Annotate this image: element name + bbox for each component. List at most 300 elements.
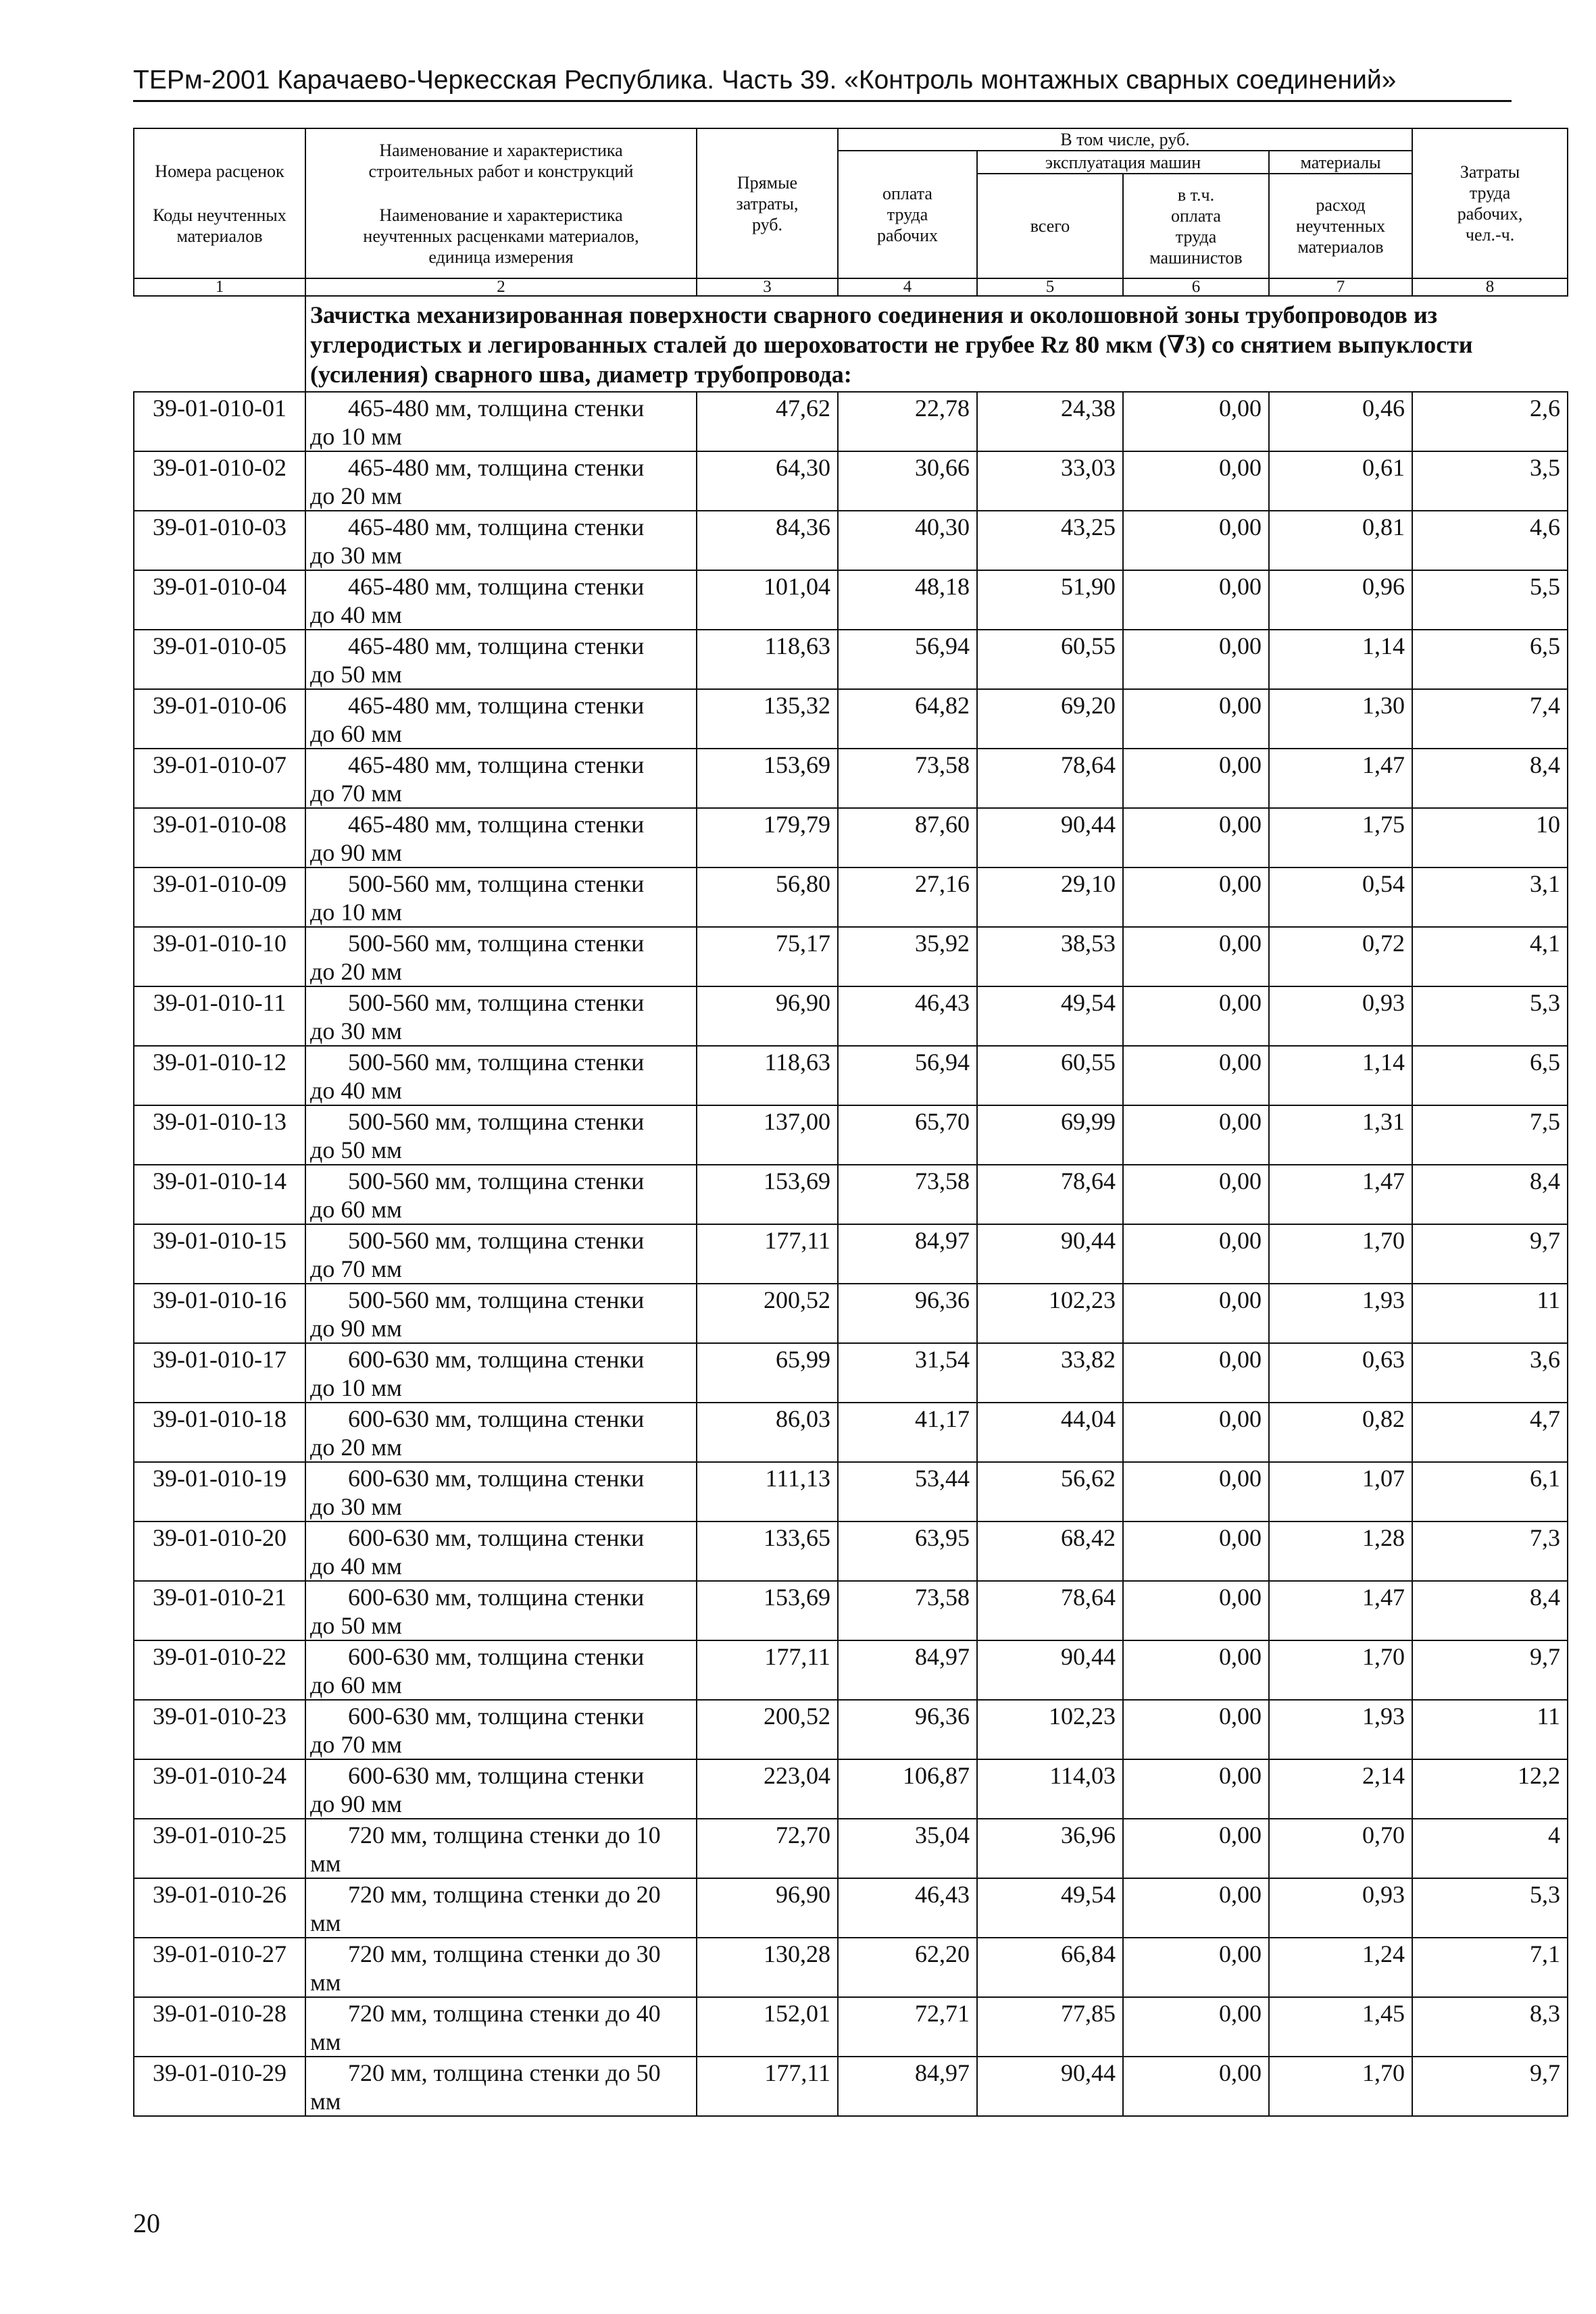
work-description-line-1: 600-630 мм, толщина стенки: [348, 1703, 645, 1730]
machinist-wage-value: 0,00: [1123, 570, 1269, 630]
labor-hours-value: 4,1: [1412, 927, 1568, 986]
work-description-line-1: 500-560 мм, толщина стенки: [348, 870, 645, 897]
direct-costs-value: 200,52: [697, 1284, 838, 1343]
work-description-line-2: до 10 мм: [310, 423, 402, 450]
machines-total-value: 29,10: [977, 867, 1123, 927]
header-labor: [1412, 128, 1568, 278]
section-title-row: [134, 296, 1568, 392]
work-description-line-2: до 90 мм: [310, 1315, 402, 1342]
rate-code: 39-01-010-06: [134, 689, 305, 749]
materials-value: 1,47: [1269, 1581, 1412, 1640]
worker-wage-value: 73,58: [838, 1581, 977, 1640]
materials-value: 0,72: [1269, 927, 1412, 986]
rate-code: 39-01-010-02: [134, 451, 305, 511]
machinist-wage-value: 0,00: [1123, 749, 1269, 808]
section-title-spacer: [134, 296, 305, 392]
table-row: [134, 1938, 1568, 1997]
header-wage-1: оплата: [882, 184, 932, 203]
work-description-line-1: 720 мм, толщина стенки до 40: [348, 2000, 661, 2027]
work-description-line-1: 465-480 мм, толщина стенки: [348, 811, 645, 838]
worker-wage-value: 73,58: [838, 1165, 977, 1224]
header-labor-4: чел.-ч.: [1465, 225, 1515, 245]
column-number: 7: [1269, 278, 1412, 296]
materials-value: 1,75: [1269, 808, 1412, 867]
work-description-line-2: до 40 мм: [310, 1553, 402, 1580]
work-description-line-2: до 10 мм: [310, 899, 402, 926]
work-description-line-2: до 60 мм: [310, 1671, 402, 1699]
work-description: [305, 511, 697, 570]
column-number: 3: [697, 278, 838, 296]
rate-code: 39-01-010-08: [134, 808, 305, 867]
machines-total-value: 38,53: [977, 927, 1123, 986]
materials-value: 1,70: [1269, 2057, 1412, 2116]
rate-code: 39-01-010-18: [134, 1403, 305, 1462]
materials-value: 1,07: [1269, 1462, 1412, 1521]
materials-value: 1,24: [1269, 1938, 1412, 1997]
machines-total-value: 69,20: [977, 689, 1123, 749]
machines-total-value: 44,04: [977, 1403, 1123, 1462]
table-row: [134, 451, 1568, 511]
work-description: [305, 1700, 697, 1759]
materials-value: 1,14: [1269, 630, 1412, 689]
column-number: 8: [1412, 278, 1568, 296]
work-description-line-1: 500-560 мм, толщина стенки: [348, 930, 645, 957]
materials-value: 1,93: [1269, 1284, 1412, 1343]
direct-costs-value: 137,00: [697, 1105, 838, 1165]
direct-costs-value: 56,80: [697, 867, 838, 927]
work-description: [305, 1105, 697, 1165]
worker-wage-value: 53,44: [838, 1462, 977, 1521]
machines-total-value: 60,55: [977, 630, 1123, 689]
work-description-line-2: мм: [310, 1909, 341, 1936]
worker-wage-value: 35,92: [838, 927, 977, 986]
machinist-wage-value: 0,00: [1123, 1224, 1269, 1284]
labor-hours-value: 12,2: [1412, 1759, 1568, 1819]
direct-costs-value: 177,11: [697, 1640, 838, 1700]
rate-code: 39-01-010-13: [134, 1105, 305, 1165]
price-table: [133, 128, 1568, 2117]
table-row: [134, 1878, 1568, 1938]
machinist-wage-value: 0,00: [1123, 1997, 1269, 2057]
machinist-wage-value: 0,00: [1123, 1403, 1269, 1462]
table-row: [134, 630, 1568, 689]
rate-code: 39-01-010-16: [134, 1284, 305, 1343]
header-materials: материалы: [1269, 151, 1412, 174]
rate-code: 39-01-010-21: [134, 1581, 305, 1640]
work-description: [305, 1165, 697, 1224]
work-description-line-1: 465-480 мм, толщина стенки: [348, 751, 645, 778]
worker-wage-value: 56,94: [838, 1046, 977, 1105]
rate-code: 39-01-010-11: [134, 986, 305, 1046]
work-description: [305, 1224, 697, 1284]
worker-wage-value: 48,18: [838, 570, 977, 630]
direct-costs-value: 47,62: [697, 392, 838, 451]
worker-wage-value: 31,54: [838, 1343, 977, 1403]
header-name-top-1: Наименование и характеристика: [379, 140, 623, 160]
machines-total-value: 60,55: [977, 1046, 1123, 1105]
labor-hours-value: 7,1: [1412, 1938, 1568, 1997]
work-description: [305, 1284, 697, 1343]
labor-hours-value: 6,5: [1412, 1046, 1568, 1105]
materials-value: 1,31: [1269, 1105, 1412, 1165]
header-machines-wage-4: машинистов: [1149, 247, 1243, 268]
table-row: [134, 1343, 1568, 1403]
materials-value: 1,93: [1269, 1700, 1412, 1759]
table-row: [134, 986, 1568, 1046]
header-direct-1: Прямые: [737, 172, 798, 193]
machinist-wage-value: 0,00: [1123, 1462, 1269, 1521]
work-description: [305, 1046, 697, 1105]
labor-hours-value: 7,5: [1412, 1105, 1568, 1165]
machinist-wage-value: 0,00: [1123, 1165, 1269, 1224]
worker-wage-value: 87,60: [838, 808, 977, 867]
labor-hours-value: 9,7: [1412, 2057, 1568, 2116]
machines-total-value: 90,44: [977, 1224, 1123, 1284]
work-description: [305, 630, 697, 689]
work-description-line-2: до 30 мм: [310, 1017, 402, 1045]
work-description-line-2: мм: [310, 1969, 341, 1996]
work-description-line-1: 500-560 мм, толщина стенки: [348, 1227, 645, 1254]
header-name-bottom-2: неучтенных расценками материалов,: [363, 226, 639, 246]
work-description-line-1: 465-480 мм, толщина стенки: [348, 632, 645, 659]
materials-value: 0,96: [1269, 570, 1412, 630]
work-description-line-1: 600-630 мм, толщина стенки: [348, 1643, 645, 1670]
rate-code: 39-01-010-27: [134, 1938, 305, 1997]
direct-costs-value: 200,52: [697, 1700, 838, 1759]
direct-costs-value: 64,30: [697, 451, 838, 511]
worker-wage-value: 27,16: [838, 867, 977, 927]
work-description-line-2: до 30 мм: [310, 542, 402, 569]
work-description-line-2: до 30 мм: [310, 1493, 402, 1520]
direct-costs-value: 177,11: [697, 1224, 838, 1284]
materials-value: 1,70: [1269, 1224, 1412, 1284]
work-description-line-2: до 40 мм: [310, 601, 402, 628]
direct-costs-value: 72,70: [697, 1819, 838, 1878]
table-row: [134, 927, 1568, 986]
rate-code: 39-01-010-03: [134, 511, 305, 570]
labor-hours-value: 5,3: [1412, 986, 1568, 1046]
machines-total-value: 56,62: [977, 1462, 1123, 1521]
labor-hours-value: 8,3: [1412, 1997, 1568, 2057]
machines-total-value: 78,64: [977, 749, 1123, 808]
work-description-line-2: до 70 мм: [310, 780, 402, 807]
work-description-line-1: 600-630 мм, толщина стенки: [348, 1465, 645, 1492]
work-description-line-2: до 90 мм: [310, 1790, 402, 1817]
work-description: [305, 2057, 697, 2116]
table-row: [134, 1403, 1568, 1462]
rate-code: 39-01-010-10: [134, 927, 305, 986]
machinist-wage-value: 0,00: [1123, 1343, 1269, 1403]
work-description: [305, 689, 697, 749]
running-header: ТЕРм-2001 Карачаево-Черкесская Республика. Часть 39. «Контроль монтажных сварных соединений»: [133, 66, 1397, 95]
work-description-line-1: 600-630 мм, толщина стенки: [348, 1405, 645, 1432]
direct-costs-value: 177,11: [697, 2057, 838, 2116]
header-labor-2: труда: [1469, 183, 1511, 203]
labor-hours-value: 5,3: [1412, 1878, 1568, 1938]
rate-code: 39-01-010-29: [134, 2057, 305, 2116]
work-description: [305, 1878, 697, 1938]
work-description: [305, 1403, 697, 1462]
direct-costs-value: 153,69: [697, 749, 838, 808]
machinist-wage-value: 0,00: [1123, 630, 1269, 689]
worker-wage-value: 62,20: [838, 1938, 977, 1997]
table-row: [134, 570, 1568, 630]
materials-value: 0,93: [1269, 986, 1412, 1046]
header-machines-wage: [1123, 174, 1269, 278]
header-machines-wage-3: труда: [1175, 226, 1217, 247]
direct-costs-value: 86,03: [697, 1403, 838, 1462]
labor-hours-value: 8,4: [1412, 749, 1568, 808]
labor-hours-value: 8,4: [1412, 1581, 1568, 1640]
machinist-wage-value: 0,00: [1123, 1759, 1269, 1819]
labor-hours-value: 3,5: [1412, 451, 1568, 511]
labor-hours-value: 4,7: [1412, 1403, 1568, 1462]
table-row: [134, 2057, 1568, 2116]
work-description-line-1: 600-630 мм, толщина стенки: [348, 1762, 645, 1789]
worker-wage-value: 40,30: [838, 511, 977, 570]
header-code-bottom: Коды неучтенных материалов: [153, 205, 286, 246]
table-row: [134, 1759, 1568, 1819]
work-description-line-1: 600-630 мм, толщина стенки: [348, 1524, 645, 1551]
materials-value: 1,28: [1269, 1521, 1412, 1581]
rate-code: 39-01-010-28: [134, 1997, 305, 2057]
machinist-wage-value: 0,00: [1123, 867, 1269, 927]
labor-hours-value: 8,4: [1412, 1165, 1568, 1224]
header-rule: [133, 100, 1512, 102]
section-title: Зачистка механизированная поверхности сварного соединения и околошовной зоны трубопроводов из углеродистых и легированных сталей до шероховатости не грубее Rz 80 мкм (∇3) со снятием выпуклости (усиления) сварного шва, диаметр трубопровода:: [305, 296, 1568, 392]
machinist-wage-value: 0,00: [1123, 986, 1269, 1046]
header-code: [134, 128, 305, 278]
work-description-line-1: 720 мм, толщина стенки до 30: [348, 1940, 661, 1967]
direct-costs-value: 130,28: [697, 1938, 838, 1997]
work-description-line-2: до 10 мм: [310, 1374, 402, 1401]
worker-wage-value: 106,87: [838, 1759, 977, 1819]
direct-costs-value: 101,04: [697, 570, 838, 630]
worker-wage-value: 41,17: [838, 1403, 977, 1462]
work-description: [305, 749, 697, 808]
machinist-wage-value: 0,00: [1123, 927, 1269, 986]
machines-total-value: 102,23: [977, 1284, 1123, 1343]
table-row: [134, 1046, 1568, 1105]
worker-wage-value: 46,43: [838, 1878, 977, 1938]
work-description-line-1: 465-480 мм, толщина стенки: [348, 513, 645, 540]
worker-wage-value: 65,70: [838, 1105, 977, 1165]
table-row: [134, 1224, 1568, 1284]
work-description: [305, 1640, 697, 1700]
direct-costs-value: 84,36: [697, 511, 838, 570]
materials-value: 0,61: [1269, 451, 1412, 511]
worker-wage-value: 30,66: [838, 451, 977, 511]
labor-hours-value: 9,7: [1412, 1640, 1568, 1700]
direct-costs-value: 153,69: [697, 1165, 838, 1224]
table-row: [134, 1105, 1568, 1165]
work-description-line-1: 500-560 мм, толщина стенки: [348, 1286, 645, 1313]
work-description-line-2: до 60 мм: [310, 720, 402, 747]
work-description-line-1: 500-560 мм, толщина стенки: [348, 989, 645, 1016]
materials-value: 0,54: [1269, 867, 1412, 927]
rate-code: 39-01-010-14: [134, 1165, 305, 1224]
page-number: 20: [133, 2208, 160, 2238]
work-description-line-1: 465-480 мм, толщина стенки: [348, 692, 645, 719]
work-description-line-2: до 20 мм: [310, 958, 402, 985]
column-number: 4: [838, 278, 977, 296]
rate-code: 39-01-010-05: [134, 630, 305, 689]
machines-total-value: 69,99: [977, 1105, 1123, 1165]
machinist-wage-value: 0,00: [1123, 1284, 1269, 1343]
machines-total-value: 78,64: [977, 1165, 1123, 1224]
machines-total-value: 51,90: [977, 570, 1123, 630]
machines-total-value: 66,84: [977, 1938, 1123, 1997]
work-description: [305, 1938, 697, 1997]
rate-code: 39-01-010-15: [134, 1224, 305, 1284]
work-description-line-1: 500-560 мм, толщина стенки: [348, 1167, 645, 1194]
machines-total-value: 90,44: [977, 1640, 1123, 1700]
direct-costs-value: 152,01: [697, 1997, 838, 2057]
header-wage-2: труда: [887, 205, 928, 224]
direct-costs-value: 111,13: [697, 1462, 838, 1521]
machines-total-value: 36,96: [977, 1819, 1123, 1878]
work-description-line-1: 500-560 мм, толщина стенки: [348, 1049, 645, 1076]
table-row: [134, 1819, 1568, 1878]
worker-wage-value: 46,43: [838, 986, 977, 1046]
direct-costs-value: 96,90: [697, 1878, 838, 1938]
work-description-line-2: до 20 мм: [310, 1434, 402, 1461]
work-description-line-1: 720 мм, толщина стенки до 10: [348, 1821, 661, 1848]
work-description-line-2: до 20 мм: [310, 482, 402, 509]
work-description-line-2: до 60 мм: [310, 1196, 402, 1223]
worker-wage-value: 63,95: [838, 1521, 977, 1581]
header-name: [305, 128, 697, 278]
header-machines: эксплуатация машин: [977, 151, 1269, 174]
labor-hours-value: 7,4: [1412, 689, 1568, 749]
table-row: [134, 1462, 1568, 1521]
machines-total-value: 77,85: [977, 1997, 1123, 2057]
labor-hours-value: 6,5: [1412, 630, 1568, 689]
worker-wage-value: 73,58: [838, 749, 977, 808]
work-description-line-2: до 40 мм: [310, 1077, 402, 1104]
machines-total-value: 78,64: [977, 1581, 1123, 1640]
rate-code: 39-01-010-01: [134, 392, 305, 451]
work-description-line-2: до 50 мм: [310, 661, 402, 688]
direct-costs-value: 135,32: [697, 689, 838, 749]
direct-costs-value: 118,63: [697, 630, 838, 689]
work-description-line-2: мм: [310, 1850, 341, 1877]
work-description-line-2: до 50 мм: [310, 1612, 402, 1639]
work-description-line-1: 465-480 мм, толщина стенки: [348, 454, 645, 481]
machinist-wage-value: 0,00: [1123, 392, 1269, 451]
table-row: [134, 1700, 1568, 1759]
table-row: [134, 1165, 1568, 1224]
labor-hours-value: 2,6: [1412, 392, 1568, 451]
direct-costs-value: 179,79: [697, 808, 838, 867]
header-machines-wage-2: оплата: [1171, 205, 1221, 226]
rate-code: 39-01-010-12: [134, 1046, 305, 1105]
work-description: [305, 986, 697, 1046]
rate-code: 39-01-010-19: [134, 1462, 305, 1521]
labor-hours-value: 3,6: [1412, 1343, 1568, 1403]
column-number: 5: [977, 278, 1123, 296]
table-row: [134, 511, 1568, 570]
table-row: [134, 1640, 1568, 1700]
table-row: [134, 867, 1568, 927]
machines-total-value: 90,44: [977, 808, 1123, 867]
work-description: [305, 1759, 697, 1819]
machinist-wage-value: 0,00: [1123, 511, 1269, 570]
rate-code: 39-01-010-24: [134, 1759, 305, 1819]
machinist-wage-value: 0,00: [1123, 1105, 1269, 1165]
worker-wage-value: 96,36: [838, 1700, 977, 1759]
direct-costs-value: 223,04: [697, 1759, 838, 1819]
header-wage: [838, 151, 977, 278]
labor-hours-value: 5,5: [1412, 570, 1568, 630]
table-row: [134, 1521, 1568, 1581]
work-description: [305, 451, 697, 511]
machines-total-value: 114,03: [977, 1759, 1123, 1819]
work-description-line-1: 500-560 мм, толщина стенки: [348, 1108, 645, 1135]
table-row: [134, 392, 1568, 451]
labor-hours-value: 10: [1412, 808, 1568, 867]
machinist-wage-value: 0,00: [1123, 808, 1269, 867]
machinist-wage-value: 0,00: [1123, 451, 1269, 511]
materials-value: 1,45: [1269, 1997, 1412, 2057]
header-direct-costs: [697, 128, 838, 278]
machinist-wage-value: 0,00: [1123, 1640, 1269, 1700]
header-labor-1: Затраты: [1460, 162, 1520, 182]
header-code-top: Номера расценок: [155, 161, 284, 181]
materials-value: 0,93: [1269, 1878, 1412, 1938]
header-including: В том числе, руб.: [838, 128, 1412, 151]
header-direct-3: руб.: [751, 214, 783, 234]
work-description-line-1: 720 мм, толщина стенки до 20: [348, 1881, 661, 1908]
direct-costs-value: 153,69: [697, 1581, 838, 1640]
header-materials-use: [1269, 174, 1412, 278]
worker-wage-value: 35,04: [838, 1819, 977, 1878]
materials-value: 0,81: [1269, 511, 1412, 570]
materials-value: 1,30: [1269, 689, 1412, 749]
machinist-wage-value: 0,00: [1123, 2057, 1269, 2116]
column-number: 6: [1123, 278, 1269, 296]
labor-hours-value: 11: [1412, 1700, 1568, 1759]
table-row: [134, 1997, 1568, 2057]
machines-total-value: 24,38: [977, 392, 1123, 451]
table-row: [134, 1284, 1568, 1343]
machines-total-value: 33,03: [977, 451, 1123, 511]
column-number: 2: [305, 278, 697, 296]
materials-value: 1,47: [1269, 749, 1412, 808]
materials-value: 0,63: [1269, 1343, 1412, 1403]
worker-wage-value: 96,36: [838, 1284, 977, 1343]
work-description-line-2: до 90 мм: [310, 839, 402, 866]
work-description: [305, 1521, 697, 1581]
direct-costs-value: 65,99: [697, 1343, 838, 1403]
work-description-line-1: 720 мм, толщина стенки до 50: [348, 2059, 661, 2086]
materials-value: 1,70: [1269, 1640, 1412, 1700]
machinist-wage-value: 0,00: [1123, 1878, 1269, 1938]
materials-value: 0,70: [1269, 1819, 1412, 1878]
machinist-wage-value: 0,00: [1123, 1046, 1269, 1105]
table-row: [134, 808, 1568, 867]
header-direct-2: затраты,: [736, 193, 799, 213]
table-row: [134, 689, 1568, 749]
rate-code: 39-01-010-23: [134, 1700, 305, 1759]
work-description: [305, 392, 697, 451]
machines-total-value: 49,54: [977, 1878, 1123, 1938]
machines-total-value: 68,42: [977, 1521, 1123, 1581]
header-materials-use-1: расход: [1316, 195, 1366, 215]
labor-hours-value: 11: [1412, 1284, 1568, 1343]
work-description-line-2: до 70 мм: [310, 1731, 402, 1758]
worker-wage-value: 72,71: [838, 1997, 977, 2057]
